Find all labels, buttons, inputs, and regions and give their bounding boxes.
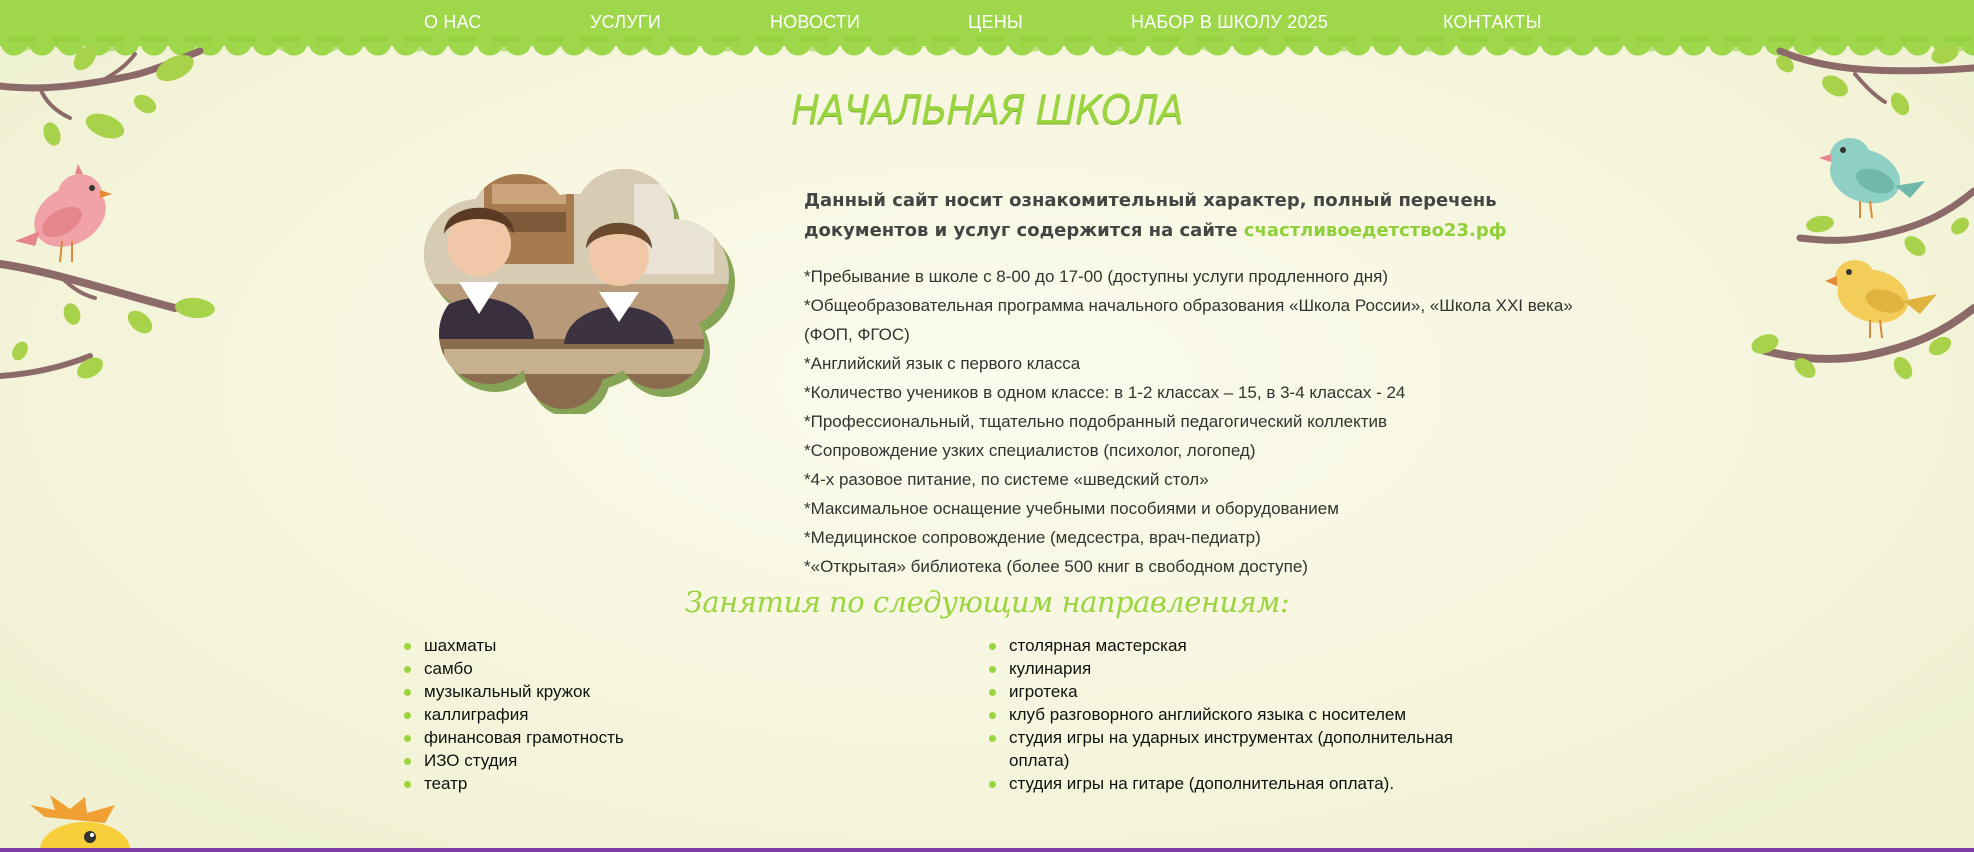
list-item: *Медицинское сопровождение (медсестра, врач-педиатр) <box>804 528 1261 547</box>
activities-list-right <box>989 634 1509 795</box>
list-item: *Английский язык с первого класса <box>804 354 1081 373</box>
activities-list-left <box>404 634 904 795</box>
list-item: игротека <box>989 680 1509 703</box>
list-item: самбо <box>404 657 904 680</box>
list-item: студия игры на ударных инструментах (дополнительная оплата) <box>989 726 1509 772</box>
nav-item-prices[interactable]: ЦЕНЫ <box>968 12 1024 32</box>
list-item: шахматы <box>404 634 904 657</box>
nav-item-enrollment[interactable]: НАБОР В ШКОЛУ 2025 <box>1131 12 1329 32</box>
intro-paragraph: Данный сайт носит ознакомительный характер, полный перечень документов и услуг содержится на сайте <box>804 190 1497 241</box>
list-item: *Количество учеников в одном классе: в 1-2 классах – 15, в 3-4 классах - 24 <box>804 383 1406 402</box>
yellow-bird-icon <box>1825 260 1937 338</box>
pink-bird-icon <box>15 164 117 262</box>
list-item: студия игры на гитаре (дополнительная оплата). <box>989 772 1509 795</box>
nav-item-contacts[interactable]: КОНТАКТЫ <box>1443 12 1542 32</box>
activities-title: Занятия по следующим направлениям: <box>684 585 1290 619</box>
nav-scallop-edge <box>0 42 1974 68</box>
page-title: НАЧАЛЬНАЯ ШКОЛА <box>791 86 1183 134</box>
nav-item-news[interactable]: НОВОСТИ <box>770 12 861 32</box>
list-item: музыкальный кружок <box>404 680 904 703</box>
nav-item-about[interactable]: О НАС <box>424 12 482 32</box>
list-item: ИЗО студия <box>404 749 904 772</box>
orange-bird-icon <box>25 795 145 848</box>
list-item: кулинария <box>989 657 1509 680</box>
features-list <box>804 262 1584 581</box>
intro-text <box>804 186 1564 246</box>
list-item: *Сопровождение узких специалистов (психолог, логопед) <box>804 441 1256 460</box>
list-item: *«Открытая» библиотека (более 500 книг в свободном доступе) <box>804 557 1308 576</box>
list-item: театр <box>404 772 904 795</box>
list-item: *Пребывание в школе с 8-00 до 17-00 (доступны услуги продленного дня) <box>804 267 1388 286</box>
list-item: финансовая грамотность <box>404 726 904 749</box>
list-item: *Общеобразовательная программа начального образования «Школа России», «Школа XXI века» (ФОП, ФГОС) <box>804 296 1573 344</box>
nav-item-services[interactable]: УСЛУГИ <box>590 12 661 32</box>
list-item: каллиграфия <box>404 703 904 726</box>
list-item: столярная мастерская <box>989 634 1509 657</box>
list-item: *4-х разовое питание, по системе «шведский стол» <box>804 470 1209 489</box>
school-photo <box>404 164 744 414</box>
list-item: клуб разговорного английского языка с носителем <box>989 703 1509 726</box>
site-link[interactable]: счастливоедетство23.рф <box>1243 220 1507 241</box>
leaf-icon <box>1805 214 1972 260</box>
list-item: *Профессиональный, тщательно подобранный педагогический коллектив <box>804 412 1388 431</box>
blue-bird-icon <box>1819 138 1925 218</box>
list-item: *Максимальное оснащение учебными пособиями и оборудованием <box>804 499 1339 518</box>
bottom-border <box>0 848 1974 852</box>
